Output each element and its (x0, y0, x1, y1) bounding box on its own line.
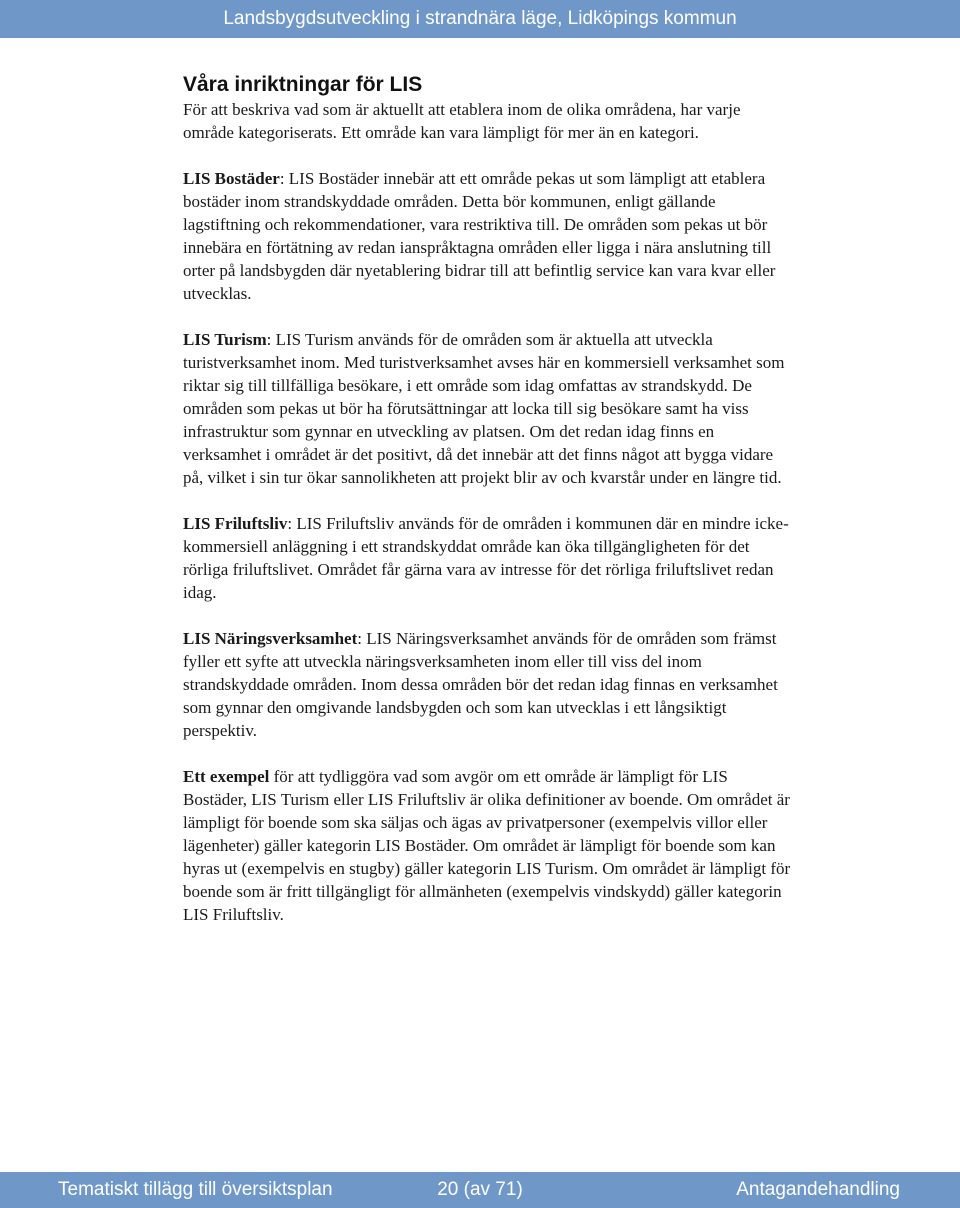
footer-status: Antagandehandling (736, 1179, 900, 1200)
section-heading: Våra inriktningar för LIS (183, 73, 423, 96)
page-footer (0, 1172, 960, 1208)
category-paragraph-bostader (183, 167, 793, 305)
category-text: : LIS Näringsverksamhet används för de områden som främst fyller ett syfte att utveckla näringsverksamheten inom eller till viss del inom strandskyddade områden. Inom dessa områden bör det redan idag finnas en verksamhet som gynnar den omgivande landsbygden och som kan utvecklas i ett långsiktigt perspektiv. (183, 629, 778, 740)
intro-paragraph: För att beskriva vad som är aktuellt att etablera inom de olika områdena, har varje område kategoriserats. Ett område kan vara lämpligt för mer än en kategori. (183, 100, 741, 142)
category-label: LIS Turism (183, 330, 267, 349)
example-paragraph (183, 765, 793, 926)
page-content (183, 72, 793, 949)
page-header (0, 0, 960, 38)
category-paragraph-turism (183, 328, 793, 489)
category-text: : LIS Turism används för de områden som är aktuella att utveckla turistverksamhet inom. Med turistverksamhet avses här en kommersiell verksamhet som riktar sig till tillfälliga besökare, i ett område som idag omfattas av strandskydd. De områden som pekas ut bör ha förutsättningar att locka till sig besökare samt ha viss infrastruktur som gynnar en utveckling av platsen. Om det redan idag finns en verksamhet i området är det positivt, då det innebär att det finns något att bygga vidare på, vilket i sin tur ökar sannolikheten att projekt blir av och kvarstår under en längre tid. (183, 330, 785, 487)
page-number: 20 (av 71) (437, 1179, 523, 1200)
category-text: : LIS Bostäder innebär att ett område pekas ut som lämpligt att etablera bostäder inom strandskyddade områden. Detta bör kommunen, enligt gällande lagstiftning och rekommendationer, vara restriktiva till. De områden som pekas ut bör innebära en förtätning av redan ianspråktagna områden eller ligga i nära anslutning till orter på landsbygden där nyetablering bidrar till att befintlig service kan vara kvar eller utvecklas. (183, 169, 776, 303)
example-text: för att tydliggöra vad som avgör om ett område är lämpligt för LIS Bostäder, LIS Turism eller LIS Friluftsliv är olika definitioner av boende. Om området är lämpligt för boende som ska säljas och ägas av privatpersoner (exempelvis villor eller lägenheter) gäller kategorin LIS Bostäder. Om området är lämpligt för boende som kan hyras ut (exempelvis en stugby) gäller kategorin LIS Turism. Om området är lämpligt för boende som är fritt tillgängligt för allmänheten (exempelvis vindskydd) gäller kategorin LIS Friluftsliv. (183, 767, 791, 924)
category-label: LIS Näringsverksamhet (183, 629, 358, 648)
category-paragraph-friluftsliv (183, 512, 793, 604)
category-text: : LIS Friluftsliv används för de områden i kommunen där en mindre icke-kommersiell anläggning i ett strandskyddat område kan öka tillgängligheten för det rörliga friluftslivet. Området får gärna vara av intresse för det rörliga friluftslivet redan idag. (183, 514, 789, 602)
category-label: LIS Friluftsliv (183, 514, 288, 533)
example-label: Ett exempel (183, 767, 270, 786)
category-label: LIS Bostäder (183, 169, 280, 188)
document-title: Landsbygdsutveckling i strandnära läge, Lidköpings kommun (223, 8, 737, 29)
footer-document-name: Tematiskt tillägg till översiktsplan (58, 1179, 333, 1200)
category-paragraph-naringsverksamhet (183, 627, 793, 742)
